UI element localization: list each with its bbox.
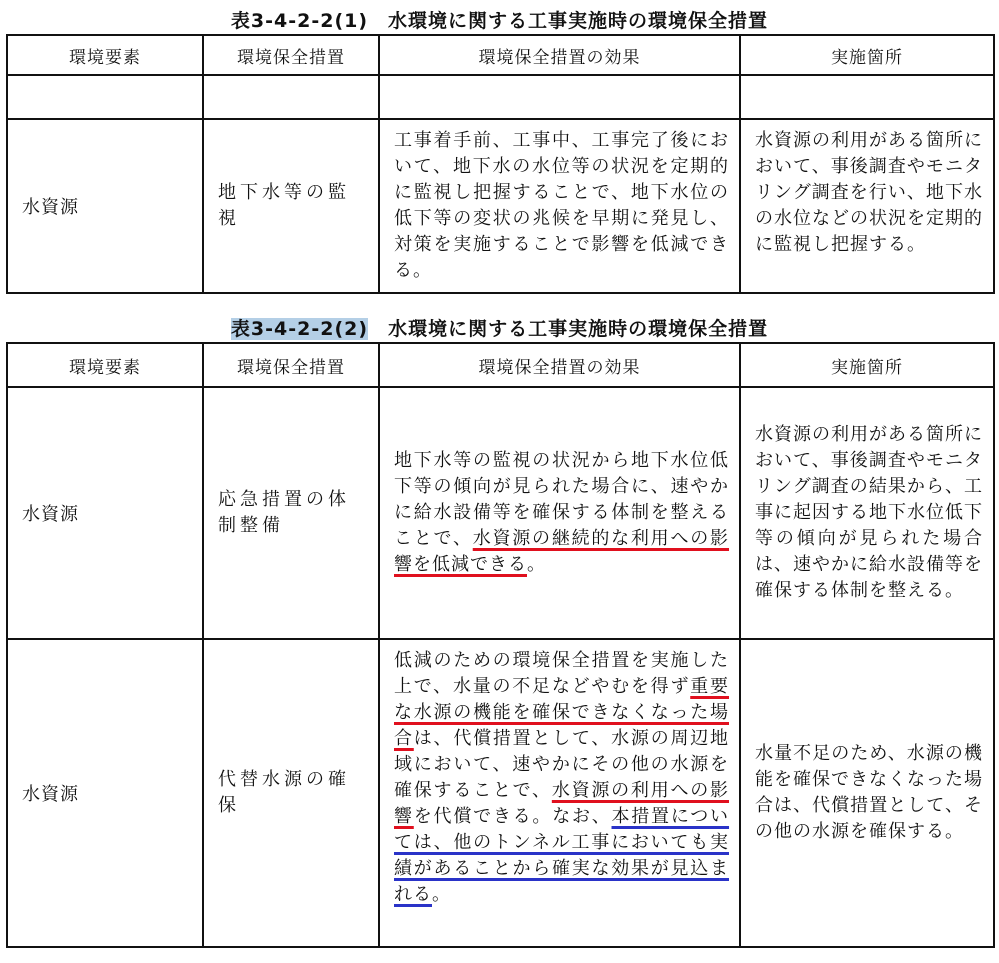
effect-blue-underline: 本措置については、他のトンネル工事においても実績があることから確実な効果が見込まれる xyxy=(394,806,730,905)
table2-header-row xyxy=(7,343,994,387)
row-measure: 応急措置の体制整備 xyxy=(203,387,379,639)
header-measure: 環境保全措置 xyxy=(203,35,379,75)
row-location: 水資源の利用がある箇所において、事後調査やモニタリング調査の結果から、工事に起因する地下水位低下等の傾向が見られた場合は、速やかに給水設備等を確保する体制を整える。 xyxy=(740,387,994,639)
row-measure: 代替水源の確保 xyxy=(203,639,379,947)
header-location: 実施箇所 xyxy=(740,35,994,75)
table-row xyxy=(7,387,994,639)
effect-red-underline: 重要な水源の機能を確保できなくなった場合 xyxy=(394,676,730,749)
effect-text: 地下水等の監視の状況から地下水位低下等の傾向が見られた場合に、速やかに給水設備等を確保する体制を整えることで、 xyxy=(394,450,729,549)
header-location: 実施箇所 xyxy=(740,343,994,387)
table1-spacer-row xyxy=(7,75,994,119)
row-location: 水量不足のため、水源の機能を確保できなくなった場合は、代償措置として、その他の水源を確保する。 xyxy=(740,639,994,947)
row-effect xyxy=(379,387,740,639)
table2-caption-rest: 水環境に関する工事実施時の環境保全措置 xyxy=(368,318,769,340)
row-element: 水資源 xyxy=(7,119,203,293)
table1-header-row xyxy=(7,35,994,75)
header-measure: 環境保全措置 xyxy=(203,343,379,387)
effect-text: 。 xyxy=(432,884,451,905)
table-row xyxy=(7,119,994,293)
effect-text: 。 xyxy=(527,554,546,575)
header-effect: 環境保全措置の効果 xyxy=(379,35,740,75)
header-element: 環境要素 xyxy=(7,343,203,387)
row-element: 水資源 xyxy=(7,639,203,947)
table2 xyxy=(6,342,995,948)
table1 xyxy=(6,34,995,294)
table1-caption: 表3-4-2-2(1) 水環境に関する工事実施時の環境保全措置 xyxy=(230,10,769,32)
effect-text: を代償できる。なお、 xyxy=(413,806,612,827)
row-location: 水資源の利用がある箇所において、事後調査やモニタリング調査を行い、地下水の水位などの状況を定期的に監視し把握する。 xyxy=(740,119,994,293)
table2-caption xyxy=(0,314,999,341)
header-element: 環境要素 xyxy=(7,35,203,75)
effect-red-underline: 水資源の継続的な利用への影響を低減できる xyxy=(394,528,730,575)
effect-red-underline: 水資源の利用への影響 xyxy=(394,780,730,827)
effect-text: は、代償措置として、水源の周辺地域において、速やかにその他の水源を確保することで、 xyxy=(394,728,730,801)
row-measure: 地下水等の監視 xyxy=(203,119,379,293)
effect-text: 低減のための環境保全措置を実施した上で、水量の不足などやむを得ず xyxy=(394,650,729,697)
header-effect: 環境保全措置の効果 xyxy=(379,343,740,387)
table-row xyxy=(7,639,994,947)
table2-caption-selected[interactable]: 表3-4-2-2(2) xyxy=(230,318,369,340)
row-element: 水資源 xyxy=(7,387,203,639)
row-effect: 工事着手前、工事中、工事完了後において、地下水の水位等の状況を定期的に監視し把握することで、地下水位の低下等の変状の兆候を早期に発見し、対策を実施することで影響を低減できる。 xyxy=(379,119,740,293)
row-effect xyxy=(379,639,740,947)
